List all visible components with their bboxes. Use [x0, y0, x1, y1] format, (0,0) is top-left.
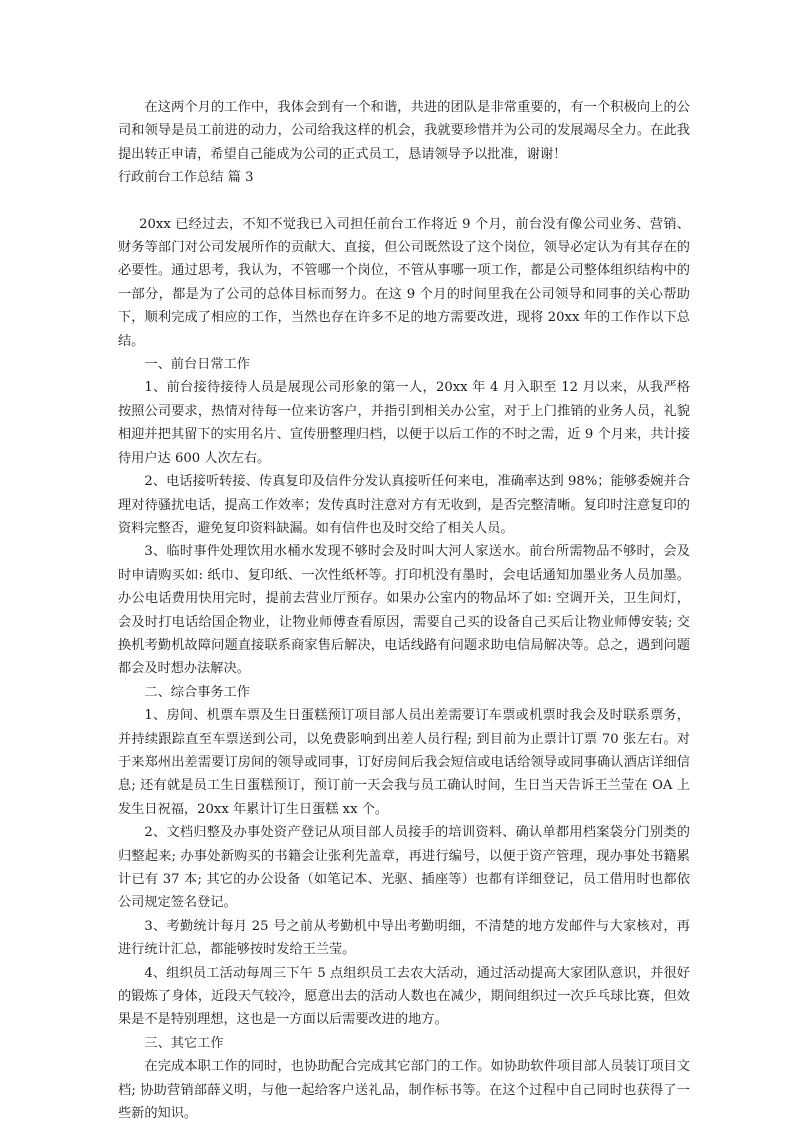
paragraph-phone-fax: 2、电话接听转接、传真复印及信件分发认真接听任何来电，准确率达到 98%；能够委婉并合理对待骚扰电话，提高工作效率；发传真时注意对方有无收到，是否完整清晰。复印时注意复印的资料完整否，避免复印资料缺漏。如有信件也及时交给了相关人员。: [118, 474, 690, 536]
heading-front-desk: 一、前台日常工作: [144, 357, 250, 373]
paragraph-activities: 4、组织员工活动每周三下午 5 点组织员工去农大活动，通过活动提高大家团队意识，并很好的锻炼了身体，近段天气较冷，愿意出去的活动人数也在减少，期间组织过一次乒乓球比赛，但效果是不是特别理想，这也是一方面以后需要改进的地方。: [118, 965, 690, 1028]
paragraph-documents: 2、文档归整及办事处资产登记从项目部人员接手的培训资料、确认单都用档案袋分门别类的归整起来; 办事处新购买的书籍会让张利先盖章，再进行编号，以便于资产管理，现办事处书籍累计已有 37 本; 其它的办公设备（如笔记本、光驱、插座等）也都有详细登记，员工借用时也都依公司规定签名登记。: [118, 825, 690, 911]
paragraph-opening: 20xx 已经过去，不知不觉我已入司担任前台工作将近 9 个月，前台没有像公司业务、营销、财务等部门对公司发展所作的贡献大、直接，但公司既然设了这个岗位，领导必定认为有其存在的必要性。通过思考，我认为，不管哪一个岗位，不管从事哪一项工作，都是公司整体组织结构中的一部分，都是为了公司的总体目标而努力。在这 9 个月的时间里我在公司领导和同事的关心帮助下，顺利完成了相应的工作，当然也存在许多不足的地方需要改进，现将 20xx 年的工作作以下总结。: [118, 216, 690, 349]
paragraph-other: 在完成本职工作的同时，也协助配合完成其它部门的工作。如协助软件项目部人员装订项目文档; 协助营销部薛义明，与他一起给客户送礼品，制作标书等。在这个过程中自己同时也获得了一些新的知识。: [118, 1059, 690, 1122]
spacer: [118, 190, 690, 213]
section-title: 行政前台工作总结 篇 3: [118, 170, 254, 186]
paragraph-booking: 1、房间、机票车票及生日蛋糕预订项目部人员出差需要订车票或机票时我会及时联系票务，并持续跟踪直至车票送到公司，以免费影响到出差人员行程; 到目前为止票计订票 70 张左右。对于来郑州出差需要订房间的领导或同事，订好房间后我会短信或电话给领导或同事确认酒店详细信息; 还有就是员工生日蛋糕预订，预订前一天会我与员工确认时间，生日当天告诉王兰莹在 OA 上发生日祝福，20xx 年累计订生日蛋糕 xx 个。: [118, 708, 690, 817]
paragraph-attendance: 3、考勤统计每月 25 号之前从考勤机中导出考勤明细，不清楚的地方发邮件与大家核对，再进行统计汇总，都能够按时发给王兰莹。: [118, 918, 690, 958]
paragraph-incidents: 3、临时事件处理饮用水桶水发现不够时会及时叫大河人家送水。前台所需物品不够时，会及时申请购买如: 纸巾、复印纸、一次性纸杯等。打印机没有墨时，会电话通知加墨业务人员加墨。办公电话费用快用完时，提前去营业厅预存。如果办公室内的物品坏了如: 空调开关，卫生间灯，会及时打电话给国企物业，让物业师傅查看原因，需要自己买的设备自己买后让物业师傅安装; 交换机考勤机故障问题直接联系商家售后解决，电话线路有问题求助电信局解决等。总之，遇到问题都会及时想办法解决。: [118, 544, 690, 677]
paragraph-intro: 在这两个月的工作中，我体会到有一个和谐，共进的团队是非常重要的，有一个积极向上的公司和领导是员工前进的动力，公司给我这样的机会，我就要珍惜并为公司的发展竭尽全力。在此我提出转正申请，希望自己能成为公司的正式员工，恳请领导予以批准，谢谢！: [118, 100, 690, 162]
document-body: [118, 96, 690, 1125]
paragraph-reception: 1、前台接待接待人员是展现公司形象的第一人，20xx 年 4 月入职至 12 月以来，从我严格按照公司要求，热情对待每一位来访客户，并指引到相关办公室，对于上门推销的业务人员，礼貌相迎并把其留下的实用名片、宣传册整理归档，以便于以后工作的不时之需，近 9 个月来，共计接待用户达 600 人次左右。: [118, 380, 690, 466]
heading-general-affairs: 二、综合事务工作: [144, 684, 250, 700]
heading-other-work: 三、其它工作: [144, 1035, 224, 1051]
